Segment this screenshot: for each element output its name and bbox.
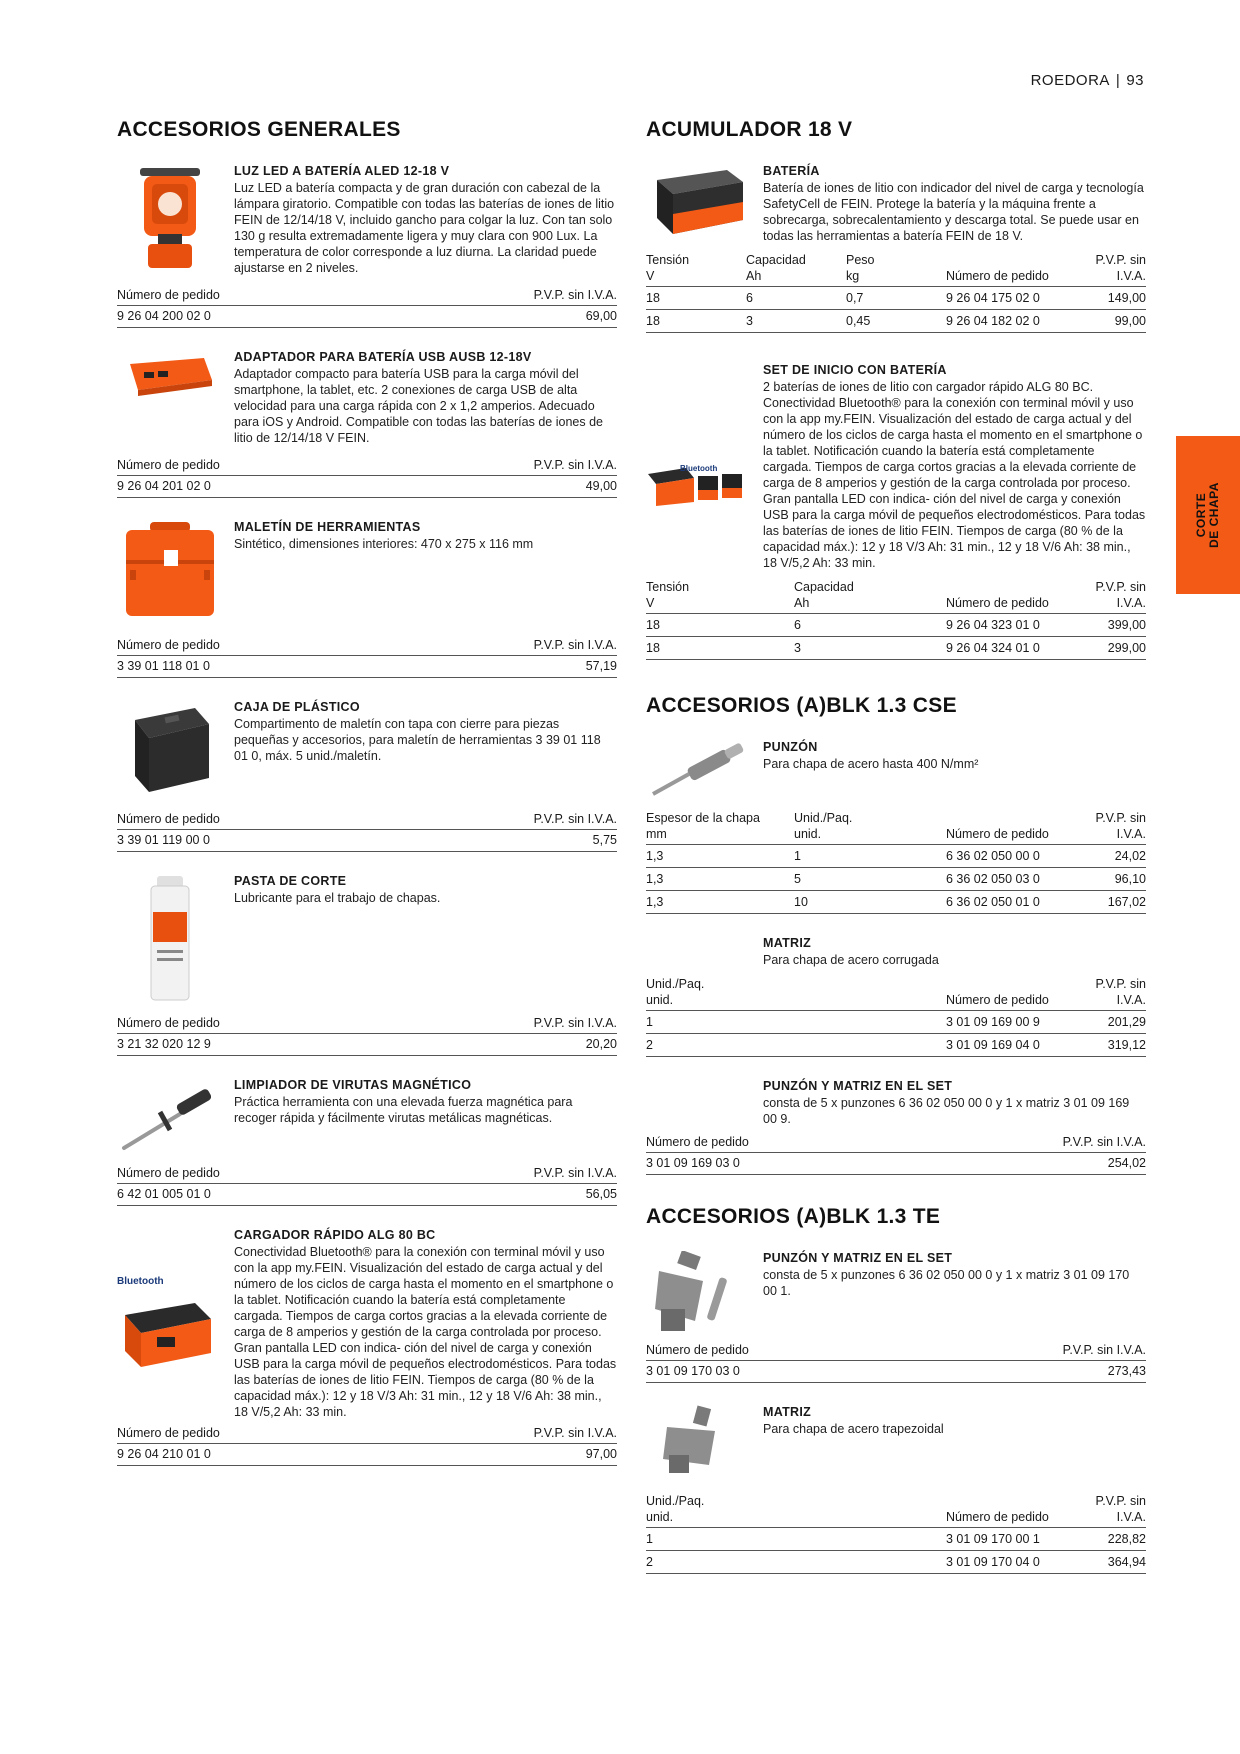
product-description: Batería de iones de litio con indicador del nivel de carga y tecnología SafetyCell de FEIN. Protege la batería y la máquina frente a sobrecarga, sobrecalentamiento y descarga total. Se puede usar en todas las herramientas a batería FEIN de 18 V. (763, 181, 1144, 243)
product-cutting-paste (117, 874, 617, 1056)
table-row (646, 1034, 1146, 1057)
order-number: 3 01 09 170 03 0 (646, 1364, 740, 1378)
col-header (794, 579, 946, 614)
product-charger (117, 1228, 617, 1466)
col-price: P.V.P. sin I.V.A. (1064, 252, 1146, 287)
col-price: P.V.P. sin I.V.A. (1064, 579, 1146, 614)
left-column (117, 118, 617, 1466)
cell: 149,00 (1064, 287, 1146, 310)
cell: 9 26 04 175 02 0 (946, 287, 1064, 310)
page-header (1031, 72, 1144, 89)
table-row (646, 891, 1146, 914)
col-order: Número de pedido (946, 976, 1064, 1011)
product-name: PUNZÓN Y MATRIZ EN EL SET (763, 1251, 953, 1265)
cell: 0,45 (846, 310, 946, 333)
product-description: 2 baterías de iones de litio con cargador rápido ALG 80 BC. Conectividad Bluetooth® para la conexión con terminal móvil y uso con la app my.FEIN. Visualización del estado de carga actual y del número de los ciclos de carga hasta el momento en el smartphone o la tablet. Notificación cuando la batería está completamente cargada. Tiempos de carga cortos gracias a la elevada corriente de carga de 8 amperios y gestión de la carga controlada por proceso. Gran pantalla LED con indica- ción del nivel de carga y conexión USB para la carga móvil de pequeños electrodomésticos. Para todas las baterías de iones de litio FEIN. Tiempos de carga (80 % de la capacidad máx.): 12 y 18 V/3 Ah: 31 min., 12 y 18 V/6 Ah: 38 min., 18 V/5,2 Ah: 33 min. (763, 380, 1146, 570)
order-label: Número de pedido (117, 458, 220, 472)
cell: 3 01 09 170 00 1 (946, 1528, 1064, 1551)
table-row (646, 287, 1146, 310)
order-table (646, 1343, 1146, 1383)
cell: 6 36 02 050 03 0 (946, 868, 1064, 891)
product-name: CARGADOR RÁPIDO ALG 80 BC (234, 1228, 436, 1242)
cell: 6 36 02 050 00 0 (946, 845, 1064, 868)
charger-image (117, 1228, 222, 1420)
product-description: consta de 5 x punzones 6 36 02 050 00 0 y 1 x matriz 3 01 09 170 00 1. (763, 1268, 1130, 1298)
unit: unid. (794, 827, 822, 841)
price: 69,00 (585, 309, 617, 323)
cell: 18 (646, 287, 746, 310)
product-usb-adapter (117, 350, 617, 498)
cell: 399,00 (1064, 614, 1146, 637)
col-capacity: Capacidad (746, 253, 806, 267)
price-label: P.V.P. sin I.V.A. (533, 1426, 617, 1440)
cell: 96,10 (1064, 868, 1146, 891)
order-number: 3 21 32 020 12 9 (117, 1037, 211, 1051)
cell: 1,3 (646, 868, 794, 891)
product-name: BATERÍA (763, 164, 820, 178)
set-image-placeholder (646, 1079, 751, 1127)
order-number: 3 39 01 118 01 0 (117, 659, 210, 673)
cell: 6 36 02 050 01 0 (946, 891, 1064, 914)
die-image (646, 1405, 751, 1485)
product-description: Para chapa de acero trapezoidal (763, 1422, 944, 1436)
order-table (117, 1166, 617, 1206)
order-table (117, 458, 617, 498)
price-label: P.V.P. sin I.V.A. (533, 288, 617, 302)
punch-spec-table (646, 810, 1146, 914)
unit: unid. (646, 993, 674, 1007)
order-number: 6 42 01 005 01 0 (117, 1187, 211, 1201)
die-image-placeholder (646, 936, 751, 968)
side-tab (1176, 436, 1240, 594)
cell: 3 01 09 170 04 0 (946, 1551, 1064, 1574)
product-set-te (646, 1251, 1146, 1383)
section-title-18v: ACUMULADOR 18 V (646, 118, 853, 141)
cell: 6 (746, 287, 846, 310)
col-header (746, 252, 846, 287)
section-title-general: ACCESORIOS GENERALES (117, 118, 401, 141)
side-tab-line-2: DE CHAPA (1207, 482, 1221, 548)
price: 56,05 (585, 1187, 617, 1201)
col-voltage: Tensión (646, 253, 690, 267)
starter-set-spec-table (646, 579, 1146, 660)
cell: 167,02 (1064, 891, 1146, 914)
starter-set-image (646, 363, 751, 571)
product-description: Sintético, dimensiones interiores: 470 x 275 x 116 mm (234, 537, 534, 551)
header-section: ROEDORA (1030, 72, 1110, 89)
cell: 18 (646, 310, 746, 333)
order-table (117, 638, 617, 678)
product-name: MATRIZ (763, 936, 812, 950)
section-title-te: ACCESORIOS (A)BLK 1.3 TE (646, 1205, 941, 1228)
cell: 3 01 09 169 04 0 (946, 1034, 1064, 1057)
col-header (846, 252, 946, 287)
col-price: P.V.P. sin I.V.A. (1064, 810, 1146, 845)
order-number: 9 26 04 200 02 0 (117, 309, 211, 323)
order-table (117, 288, 617, 328)
order-number: 3 01 09 169 03 0 (646, 1156, 740, 1170)
plastic-box-image (117, 700, 222, 802)
col-price: P.V.P. sin I.V.A. (1064, 1493, 1146, 1528)
product-tool-case (117, 520, 617, 678)
cell: 18 (646, 614, 794, 637)
order-label: Número de pedido (117, 288, 220, 302)
product-description: Adaptador compacto para batería USB para la carga móvil del smartphone, la tablet, etc. 2 conexiones de carga USB de alta velocidad para una carga rápida con 2 x 1,2 amperios. Adecuado para iOS y Android. Compatible con todas las baterías de iones de litio de 12/14/18 V FEIN. (234, 367, 603, 445)
product-led-lamp (117, 164, 617, 328)
cell: 1 (794, 845, 946, 868)
product-set-cse (646, 1079, 1146, 1175)
price: 97,00 (585, 1447, 617, 1461)
order-label: Número de pedido (646, 1135, 749, 1149)
unit: Ah (794, 596, 810, 610)
col-header (646, 810, 794, 845)
order-number: 9 26 04 201 02 0 (117, 479, 211, 493)
cell: 1,3 (646, 845, 794, 868)
side-tab-label (1195, 482, 1221, 548)
table-row (646, 845, 1146, 868)
cell: 201,29 (1064, 1011, 1146, 1034)
side-tab-line-1: CORTE (1194, 492, 1208, 538)
col-header (646, 976, 946, 1011)
unit: V (646, 596, 655, 610)
table-row (646, 868, 1146, 891)
product-description: Lubricante para el trabajo de chapas. (234, 891, 441, 905)
led-lamp-image (117, 164, 222, 276)
col-voltage: Tensión (646, 580, 690, 594)
product-name: ADAPTADOR PARA BATERÍA USB AUSB 12-18V (234, 350, 532, 364)
col-units-per-pack: Unid./Paq. (646, 1494, 705, 1508)
product-name: MATRIZ (763, 1405, 812, 1419)
cell: 99,00 (1064, 310, 1146, 333)
unit: Ah (746, 269, 762, 283)
cell: 3 (746, 310, 846, 333)
cell: 1 (646, 1011, 946, 1034)
table-row (646, 614, 1146, 637)
product-punzon (646, 740, 1146, 914)
usb-adapter-image (117, 350, 222, 446)
price: 5,75 (592, 833, 617, 847)
cell: 299,00 (1064, 637, 1146, 660)
tool-case-image (117, 520, 222, 632)
col-units-per-pack: Unid./Paq. (646, 977, 705, 991)
col-order: Número de pedido (946, 252, 1064, 287)
col-thickness: Espesor de la chapa (646, 811, 760, 825)
cell: 6 (794, 614, 946, 637)
order-table (117, 1016, 617, 1056)
product-description: consta de 5 x punzones 6 36 02 050 00 0 y 1 x matriz 3 01 09 169 00 9. (763, 1096, 1130, 1126)
cell: 364,94 (1064, 1551, 1146, 1574)
cell: 9 26 04 182 02 0 (946, 310, 1064, 333)
table-row (646, 310, 1146, 333)
order-number: 9 26 04 210 01 0 (117, 1447, 211, 1461)
cell: 3 01 09 169 00 9 (946, 1011, 1064, 1034)
cell: 1 (646, 1528, 946, 1551)
product-battery (646, 164, 1146, 333)
order-table (646, 1135, 1146, 1175)
battery-spec-table (646, 252, 1146, 333)
header-separator: | (1115, 72, 1121, 89)
die-te-spec-table (646, 1493, 1146, 1574)
price-label: P.V.P. sin I.V.A. (533, 1016, 617, 1030)
product-description: Compartimento de maletín con tapa con cierre para piezas pequeñas y accesorios, para maletín de herramientas 3 39 01 118 01 0, máx. 5 unid./maletín. (234, 717, 601, 763)
product-name: MALETÍN DE HERRAMIENTAS (234, 520, 421, 534)
product-name: CAJA DE PLÁSTICO (234, 700, 360, 714)
product-name: PUNZÓN (763, 740, 818, 754)
order-label: Número de pedido (117, 1016, 220, 1030)
price-label: P.V.P. sin I.V.A. (1062, 1135, 1146, 1149)
cell: 319,12 (1064, 1034, 1146, 1057)
product-starter-set (646, 363, 1146, 660)
col-order: Número de pedido (946, 579, 1064, 614)
cell: 0,7 (846, 287, 946, 310)
col-order: Número de pedido (946, 1493, 1064, 1528)
section-title-cse: ACCESORIOS (A)BLK 1.3 CSE (646, 694, 957, 717)
price: 20,20 (585, 1037, 617, 1051)
cell: 9 26 04 324 01 0 (946, 637, 1064, 660)
price-label: P.V.P. sin I.V.A. (1062, 1343, 1146, 1357)
col-header (794, 810, 946, 845)
price-label: P.V.P. sin I.V.A. (533, 812, 617, 826)
table-row (646, 1528, 1146, 1551)
page-number: 93 (1126, 72, 1144, 89)
unit: mm (646, 827, 667, 841)
cell: 3 (794, 637, 946, 660)
product-description: Para chapa de acero hasta 400 N/mm² (763, 757, 979, 771)
price: 49,00 (585, 479, 617, 493)
unit: unid. (646, 1510, 674, 1524)
col-weight: Peso (846, 253, 875, 267)
order-label: Número de pedido (117, 812, 220, 826)
punch-image (646, 740, 751, 802)
col-header (646, 1493, 946, 1528)
price-label: P.V.P. sin I.V.A. (533, 638, 617, 652)
price: 254,02 (1107, 1156, 1146, 1170)
cell: 18 (646, 637, 794, 660)
product-name: LUZ LED A BATERÍA ALED 12-18 V (234, 164, 450, 178)
cell: 9 26 04 323 01 0 (946, 614, 1064, 637)
col-capacity: Capacidad (794, 580, 854, 594)
product-name: PUNZÓN Y MATRIZ EN EL SET (763, 1079, 953, 1093)
col-price: P.V.P. sin I.V.A. (1064, 976, 1146, 1011)
unit: V (646, 269, 655, 283)
col-units-per-pack: Unid./Paq. (794, 811, 853, 825)
cell: 24,02 (1064, 845, 1146, 868)
col-header (646, 579, 794, 614)
cell: 5 (794, 868, 946, 891)
die-spec-table (646, 976, 1146, 1057)
product-magnetic-cleaner (117, 1078, 617, 1206)
battery-image (646, 164, 751, 244)
product-description: Conectividad Bluetooth® para la conexión con terminal móvil y uso con la app my.FEIN. Visualización del estado de carga actual y del número de los ciclos de carga hasta el momento en el smartphone o la tablet. Notificación cuando la batería está completamente cargada. Tiempos de carga cortos gracias a la elevada corriente de carga de 8 amperios y gestión de la carga controlada por proceso. Gran pantalla LED con indica- ción del nivel de carga y conexión USB para la carga móvil de pequeños electrodomésticos. Para todas las baterías de iones de litio FEIN. Tiempos de carga (80 % de la capacidad máx.): 12 y 18 V/3 Ah: 31 min., 12 y 18 V/6 Ah: 38 min., 18 V/5,2 Ah: 33 min. (234, 1245, 617, 1419)
product-name: LIMPIADOR DE VIRUTAS MAGNÉTICO (234, 1078, 472, 1092)
price: 273,43 (1107, 1364, 1146, 1378)
order-table (117, 1426, 617, 1466)
product-description: Luz LED a batería compacta y de gran duración con cabezal de la lámpara giratorio. Compatible con todas las baterías de iones de litio FEIN de 12/14/18 V, incluido gancho para colgar la luz. Con tan solo 130 g resulta extremadamente ligera y muy clara con 900 Lux. La temperatura de color corresponde a luz diurna. La claridad puede ajustarse en 2 niveles. (234, 181, 615, 275)
cutting-paste-image (117, 874, 222, 1010)
table-row (646, 1011, 1146, 1034)
price-label: P.V.P. sin I.V.A. (533, 1166, 617, 1180)
order-label: Número de pedido (117, 638, 220, 652)
price: 57,19 (585, 659, 617, 673)
table-row (646, 1551, 1146, 1574)
cell: 2 (646, 1034, 946, 1057)
right-column (646, 118, 1146, 1574)
cell: 228,82 (1064, 1528, 1146, 1551)
magnetic-cleaner-image (117, 1078, 222, 1158)
bluetooth-badge: Bluetooth (680, 463, 718, 473)
table-row (646, 637, 1146, 660)
product-matriz-cse (646, 936, 1146, 1057)
product-description: Para chapa de acero corrugada (763, 953, 939, 967)
cell: 1,3 (646, 891, 794, 914)
order-number: 3 39 01 119 00 0 (117, 833, 210, 847)
product-plastic-box (117, 700, 617, 852)
cell: 2 (646, 1551, 946, 1574)
col-order: Número de pedido (946, 810, 1064, 845)
product-description: Práctica herramienta con una elevada fuerza magnética para recoger rápida y fácilmente virutas metálicas magnéticas. (234, 1095, 573, 1125)
unit: kg (846, 269, 860, 283)
product-name: SET DE INICIO CON BATERÍA (763, 363, 947, 377)
order-label: Número de pedido (117, 1166, 220, 1180)
col-header (646, 252, 746, 287)
bluetooth-badge: Bluetooth (117, 1275, 164, 1287)
price-label: P.V.P. sin I.V.A. (533, 458, 617, 472)
product-name: PASTA DE CORTE (234, 874, 347, 888)
order-table (117, 812, 617, 852)
cell: 10 (794, 891, 946, 914)
order-label: Número de pedido (117, 1426, 220, 1440)
product-matriz-te (646, 1405, 1146, 1574)
order-label: Número de pedido (646, 1343, 749, 1357)
punch-die-set-image (646, 1251, 751, 1337)
